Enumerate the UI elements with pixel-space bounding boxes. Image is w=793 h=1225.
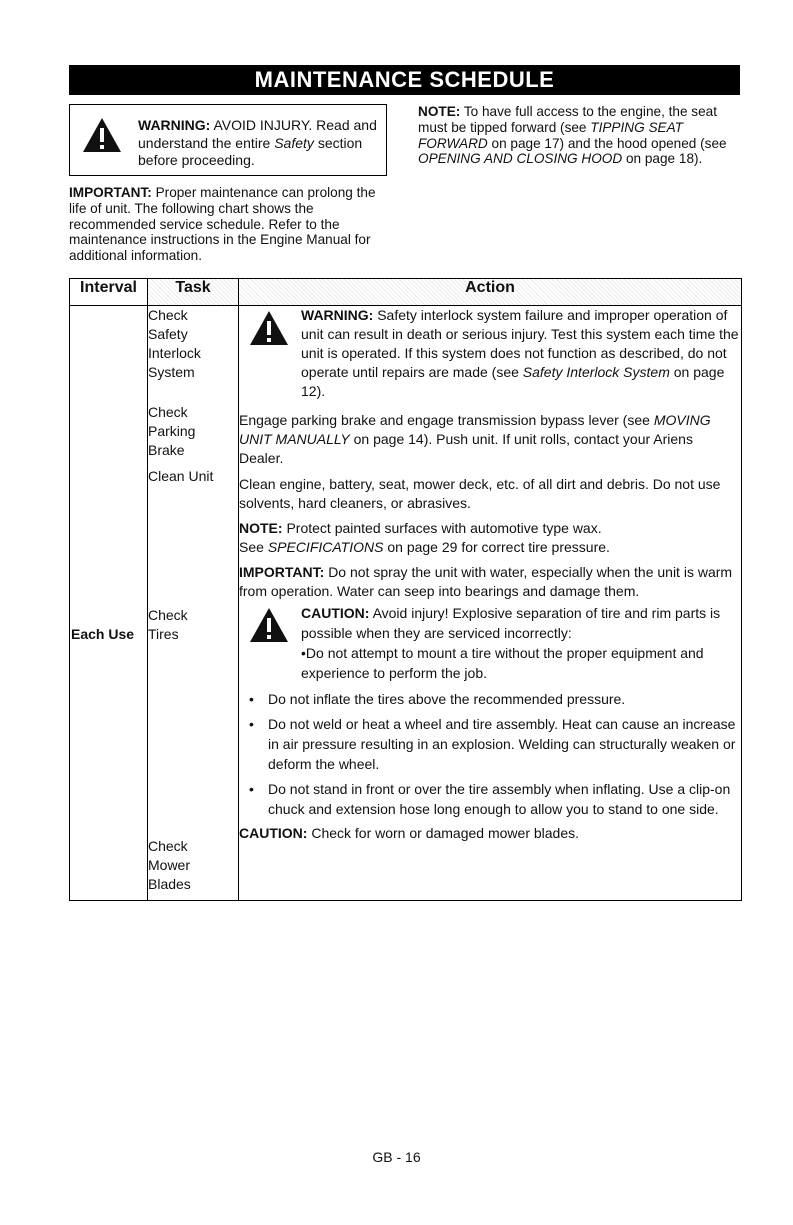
task-blades: Check Mower Blades: [148, 838, 191, 892]
list-item: • Do not inflate the tires above the recommended pressure.: [249, 691, 626, 707]
interval-cell: [70, 306, 148, 901]
interval-value: Each Use: [71, 626, 135, 642]
page-number: GB - 16: [372, 1149, 421, 1165]
note-paragraph: NOTE: To have full access to the engine, the seat must be tipped forward (see TIPPING SEAT FORWARD on page 17) and the hood opened (see OPENING AND CLOSING HOOD on page 18).: [418, 104, 727, 167]
list-item: • Do not weld or heat a wheel and tire assembly. Heat can cause an increase in air pressure resulting in an explosion. Welding can structurally weaken or deform the wheel.: [249, 716, 736, 772]
task-cell: [148, 306, 239, 901]
task-parking: Check Parking Brake: [148, 404, 196, 458]
task-clean: Clean Unit: [148, 468, 214, 484]
warning-triangle-icon: [249, 310, 289, 351]
action-clean: Clean engine, battery, seat, mower deck, etc. of all dirt and debris. Do not use solvents, hard cleaners, or abrasives. NOTE: Protect painted surfaces with automotive type wax. See SPECIFICATIONS on page 29 for correct tire pressure. IMPORTANT: Do not spray the unit with water, especially when the unit is warm from operation. Water can seep into bearings and damage them.: [239, 476, 733, 599]
warning-triangle-icon: [82, 117, 122, 157]
header-interval: Interval: [70, 279, 148, 306]
action-parking: Engage parking brake and engage transmission bypass lever (see MOVING UNIT MANUALLY on page 14). Push unit. If unit rolls, contact your Ariens Dealer.: [239, 412, 711, 466]
action-tires: CAUTION: Avoid injury! Explosive separation of tire and rim parts is possible when they are serviced incorrectly: •Do not attempt to mount a tire without the proper equipment and experience to perform the job.: [239, 603, 741, 683]
section-banner: MAINTENANCE SCHEDULE: [69, 65, 740, 95]
important-paragraph: IMPORTANT: Proper maintenance can prolong the life of unit. The following chart shows the recommended service schedule. Refer to the maintenance instructions in the Engine Manual for additional information.: [69, 185, 376, 264]
maintenance-table: [69, 278, 742, 901]
list-item: • Do not stand in front or over the tire assembly when inflating. Use a clip-on chuck and extension hose long enough to allow you to stand to one side.: [249, 781, 731, 817]
action-safety: WARNING: Safety interlock system failure and improper operation of unit can result in death or serious injury. Test this system each time the unit is operated. If this system does not function as described, do not operate until repairs are made (see Safety Interlock System on page 12).: [239, 306, 741, 401]
warning-text: WARNING: AVOID INJURY. Read and understand the entire Safety section before proceeding.: [138, 117, 377, 168]
header-task: Task: [148, 279, 239, 306]
task-safety: Check Safety Interlock System: [148, 307, 201, 380]
tire-bullet-list: [239, 689, 741, 819]
warning-triangle-icon: [249, 607, 289, 648]
task-tires: Check Tires: [148, 607, 188, 642]
action-blades: CAUTION: Check for worn or damaged mower blades.: [239, 825, 580, 841]
action-cell: [239, 306, 742, 901]
header-action: Action: [239, 279, 742, 306]
warning-box: [69, 104, 387, 176]
